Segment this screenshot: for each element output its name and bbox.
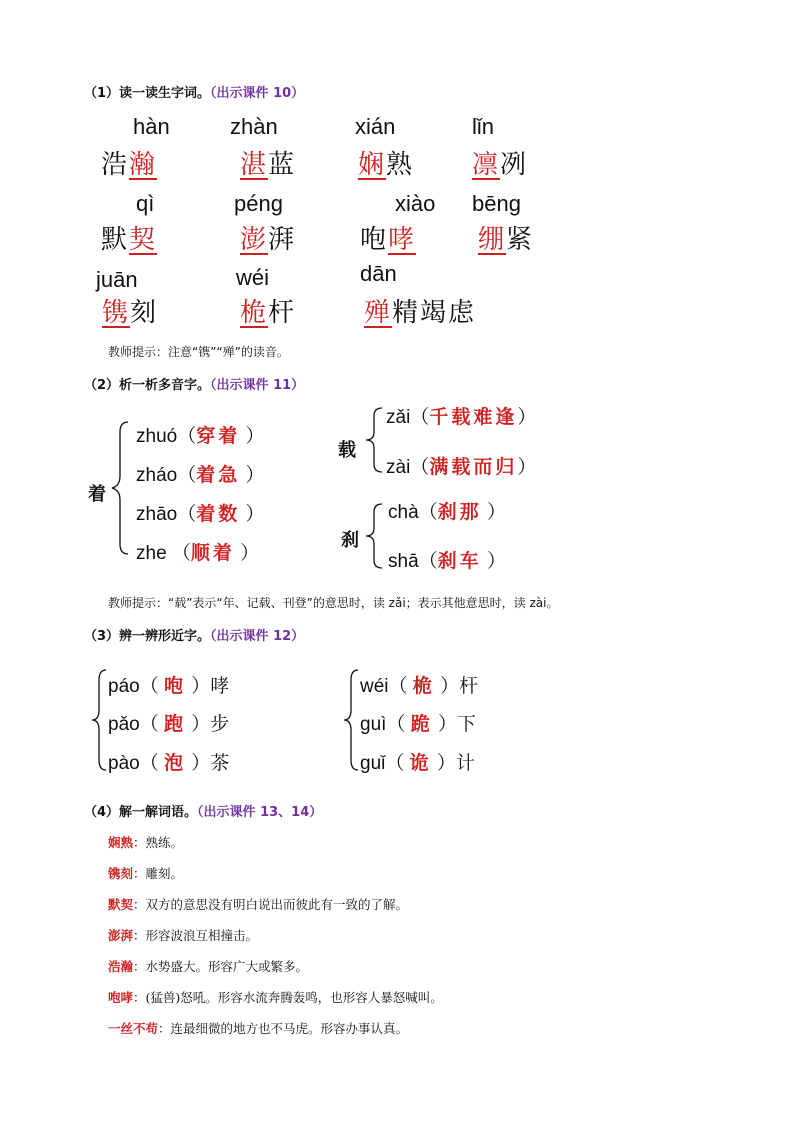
polyphone-answer: 穿着 [196,425,241,447]
polyphone-char: 刹 [341,530,359,551]
definition-term: 娴熟 [108,835,134,850]
word-item [360,219,416,256]
similar-answer: 咆 [163,675,186,697]
section3-title: （3）辨一辨形近字。 [84,629,211,644]
definition-text: 雕刻。 [145,866,184,881]
word-char: 湃 [268,225,297,255]
pinyin: péng [234,191,283,216]
definition-item: 澎湃：形容波浪互相撞击。 [108,928,259,943]
word-item [101,219,157,256]
definition-item: 浩瀚：水势盛大。形容广大或繁多。 [108,959,309,974]
word-char: 刻 [130,298,159,328]
polyphone-answer: 着急 [196,464,241,486]
definition-text: 水势盛大。形容广大或繁多。 [145,959,309,974]
polyphone-char: 着 [88,484,106,505]
polyphone-reading: zháo（着急 ） [136,464,265,486]
pinyin: juān [96,267,138,292]
shape-similar-row: pǎo（ 跑 ）步 [108,713,230,735]
section3-heading [84,625,304,644]
new-char: 镌 [102,298,131,328]
brace-icon [362,500,386,572]
polyphone-char: 载 [338,440,356,461]
definition-text: (猛兽)怒吼。形容水流奔腾轰鸣，也形容人暴怒喊叫。 [145,990,443,1005]
polyphone-reading: zhāo（着数 ） [136,503,265,525]
pinyin: hàn [133,114,170,139]
similar-answer: 桅 [412,675,435,697]
definition-text: 双方的意思没有明白说出而彼此有一致的了解。 [145,897,409,912]
new-char: 契 [129,225,158,255]
polyphone-answer: 满载而归 [429,456,518,478]
definition-item: 娴熟：熟练。 [108,835,184,850]
definition-item: 默契：双方的意思没有明白说出而彼此有一致的了解。 [108,897,409,912]
polyphone-answer: 着数 [196,503,241,525]
new-char: 凛 [472,150,501,180]
section3-source: （出示课件 12） [210,629,305,644]
section4-source: （出示课件 13、14） [197,805,323,820]
new-char: 桅 [240,298,269,328]
new-char: 哮 [388,225,417,255]
word-char: 冽 [500,150,529,180]
polyphone-answer: 千载难逢 [429,406,518,428]
word-item [358,144,414,181]
similar-answer: 跪 [410,713,433,735]
new-char: 娴 [358,150,387,180]
definition-item: 一丝不苟：连最细微的地方也不马虎。形容办事认真。 [108,1021,409,1036]
word-item [472,144,528,181]
word-char: 蓝 [268,150,297,180]
polyphone-reading: zài（满载而归） [386,456,537,478]
definition-term: 咆哮 [108,990,134,1005]
new-char: 殚 [364,298,393,328]
brace-icon [362,404,386,476]
new-char: 湛 [240,150,269,180]
shape-similar-row: guǐ（ 诡 ）计 [360,752,475,774]
word-item [240,292,296,329]
word-item [478,219,534,256]
similar-answer: 诡 [409,752,432,774]
word-item [240,219,296,256]
polyphone-reading: shā（刹车 ） [388,550,506,572]
definition-item: 咆哮：(猛兽)怒吼。形容水流奔腾轰鸣，也形容人暴怒喊叫。 [108,990,443,1005]
word-item [102,292,158,329]
brace-icon [108,418,132,558]
shape-similar-row: guì（ 跪 ）下 [360,713,477,735]
polyphone-answer: 刹车 [437,550,482,572]
definition-term: 默契 [108,897,134,912]
section4-title: （4）解一解词语。 [84,805,198,820]
word-item [101,144,157,181]
brace-icon [340,664,362,776]
teacher-tip: 教师提示：注意“镌”“殚”的读音。 [108,345,289,359]
similar-answer: 跑 [163,713,186,735]
polyphone-reading: zhuó（穿着 ） [136,425,265,447]
pinyin: wéi [236,265,270,290]
shape-similar-row: pào（ 泡 ）茶 [108,752,230,774]
word-char: 默 [101,225,130,255]
section4-heading [84,801,322,820]
polyphone-answer: 刹那 [437,501,482,523]
word-item [364,292,476,329]
section1-title: （1）读一读生字词。 [84,86,211,101]
definition-term: 镌刻 [108,866,134,881]
section2-source: （出示课件 11） [210,378,305,393]
definition-term: 一丝不苟 [108,1021,159,1036]
definition-text: 熟练。 [145,835,184,850]
word-char: 精竭虑 [392,298,477,328]
polyphone-reading: chà（刹那 ） [388,501,506,523]
word-char: 浩 [101,150,130,180]
polyphone-reading: zhe （顺着 ） [136,542,260,564]
word-char: 熟 [386,150,415,180]
definition-term: 澎湃 [108,928,134,943]
section2-heading [84,374,304,393]
definition-text: 连最细微的地方也不马虎。形容办事认真。 [170,1021,409,1036]
shape-similar-row: páo（ 咆 ）哮 [108,675,230,697]
pinyin: dān [360,261,397,286]
new-char: 澎 [240,225,269,255]
section1-heading [84,82,304,101]
pinyin: xiào [395,191,436,216]
teacher-tip: 教师提示：“载”表示“年、记载、刊登”的意思时，读 zǎi；表示其他意思时，读 zài。 [108,596,559,610]
section2-title: （2）析一析多音字。 [84,378,211,393]
brace-icon [88,664,110,776]
similar-answer: 泡 [163,752,186,774]
word-char: 杆 [268,298,297,328]
polyphone-reading: zǎi（千载难逢） [386,406,537,428]
new-char: 绷 [478,225,507,255]
pinyin: zhàn [230,114,278,139]
pinyin: lǐn [472,114,495,139]
definition-item: 镌刻：雕刻。 [108,866,184,881]
word-char: 紧 [506,225,535,255]
section1-source: （出示课件 10） [210,86,305,101]
pinyin: bēng [472,191,521,216]
definition-text: 形容波浪互相撞击。 [145,928,259,943]
word-item [240,144,296,181]
word-char: 咆 [360,225,389,255]
shape-similar-row: wéi（ 桅 ）杆 [360,675,479,697]
pinyin: xián [355,114,396,139]
new-char: 瀚 [129,150,158,180]
polyphone-answer: 顺着 [190,542,235,564]
definition-term: 浩瀚 [108,959,134,974]
pinyin: qì [136,191,155,216]
